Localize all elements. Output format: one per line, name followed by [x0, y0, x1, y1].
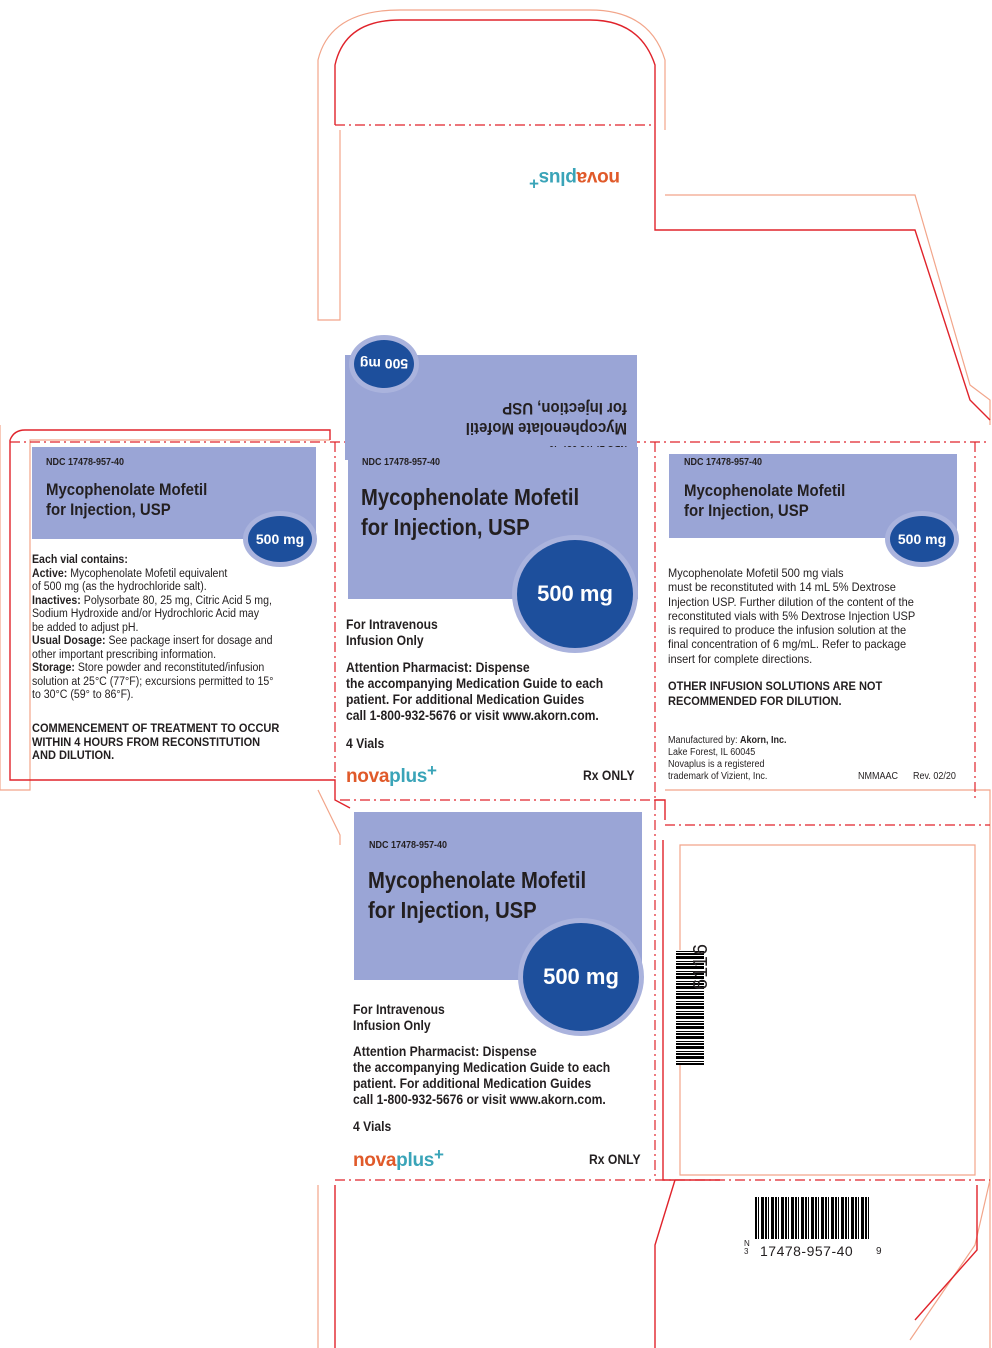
storage-label: Storage:	[32, 662, 75, 674]
drug-title-inverted-1: Mycophenolate Mofetil	[465, 419, 627, 438]
active-label: Active:	[32, 567, 68, 580]
upc-prefix: N 3	[744, 1239, 750, 1256]
count-back: 4 Vials	[353, 1119, 392, 1134]
drug-title-inverted-2: for Injection, USP	[502, 399, 627, 418]
revision: Rev. 02/20	[913, 771, 956, 782]
top-flap	[335, 130, 655, 210]
rx-back: Rx ONLY	[589, 1152, 641, 1167]
other-solutions-warning: OTHER INFUSION SOLUTIONS ARE NOT RECOMMENDED FOR DILUTION.	[668, 679, 883, 708]
count-front: 4 Vials	[346, 736, 385, 751]
drug-title-front-1: Mycophenolate Mofetil	[361, 484, 580, 510]
left-contents: Each vial contains: Active: Mycophenolate Mofetil equivalent of 500 mg (as the hydrochloride salt). Inactives: Polysorbate 80, 25 mg, Citric Acid 5 mg, Sodium Hydroxide and/or Hydrochloric Acid may be added to adjust pH. Usual Dosage: See package insert for dosage and other important prescribing information. Storage: Store powder and reconstituted/infusion solution at 25°C (77°F); excursions permitted to 15° to 30°C (59° to 86°F).	[32, 554, 317, 703]
reconstitution-text: Mycophenolate Mofetil 500 mg vials must be reconstituted with 14 mL 5% Dextrose Injection USP. Further dilution of the content of the reconstituted vials with 5% Dextrose Injection USP is required to produce the infusion solution at the final concentration of 6 mg/mL. Refer to package insert for complete directions.	[668, 566, 916, 666]
novaplus-logo-front: novaplus+	[346, 761, 437, 787]
route-front: For Intravenous Infusion Only	[346, 617, 438, 648]
ndc-left: NDC 17478-957-40	[46, 457, 125, 468]
pharmacist-back: Attention Pharmacist: Dispense the accompanying Medication Guide to each patient. For additional Medication Guides call 1-800-932-5676 or visit www.akorn.com.	[353, 1044, 611, 1107]
drug-title-right-2: for Injection, USP	[684, 501, 809, 520]
strength-circle-right: 500 mg	[890, 516, 954, 562]
left-warning: COMMENCEMENT OF TREATMENT TO OCCUR WITHIN 4 HOURS FROM RECONSTITUTION AND DILUTION.	[32, 721, 280, 762]
rx-front: Rx ONLY	[583, 768, 635, 783]
window-outline	[680, 845, 975, 1175]
upc-barcode	[755, 1197, 870, 1239]
route-back: For Intravenous Infusion Only	[353, 1002, 445, 1033]
item-code: NMMAAC	[858, 771, 899, 782]
ndc-front: NDC 17478-957-40	[362, 457, 441, 468]
manufacturer-info: Manufactured by: Akorn, Inc. Lake Forest, IL 60045 Novaplus is a registered trademark of Vizient, Inc.	[668, 735, 787, 782]
strength-circle-front: 500 mg	[517, 540, 633, 648]
drug-title-left-1: Mycophenolate Mofetil	[46, 480, 208, 499]
each-vial-heading: Each vial contains:	[32, 554, 128, 566]
drug-title-back-2: for Injection, USP	[368, 897, 537, 923]
inverted-panel	[345, 335, 637, 460]
upc-check-digit: 9	[876, 1246, 882, 1257]
novaplus-logo-back: novaplus+	[353, 1145, 444, 1171]
ndc-right: NDC 17478-957-40	[684, 457, 763, 468]
upc-digits: 17478-957-40	[760, 1243, 854, 1259]
drug-title-back-1: Mycophenolate Mofetil	[368, 867, 587, 893]
ndc-back: NDC 17478-957-40	[369, 840, 448, 851]
strength-circle-left: 500 mg	[248, 516, 312, 562]
strength-circle-back: 500 mg	[523, 923, 639, 1031]
inactives-label: Inactives:	[32, 594, 81, 607]
drug-title-right-1: Mycophenolate Mofetil	[684, 481, 846, 500]
usual-dosage-label: Usual Dosage:	[32, 635, 106, 647]
vertical-barcode-number: 6116	[690, 942, 712, 990]
pharmacist-front: Attention Pharmacist: Dispense the accompanying Medication Guide to each patient. For additional Medication Guides call 1-800-932-5676 or visit www.akorn.com.	[346, 660, 604, 723]
drug-title-left-2: for Injection, USP	[46, 500, 171, 519]
strength-circle-inverted: 500 mg	[354, 340, 414, 388]
novaplus-logo-top: novaplus+	[529, 167, 620, 193]
drug-title-front-2: for Injection, USP	[361, 514, 530, 540]
